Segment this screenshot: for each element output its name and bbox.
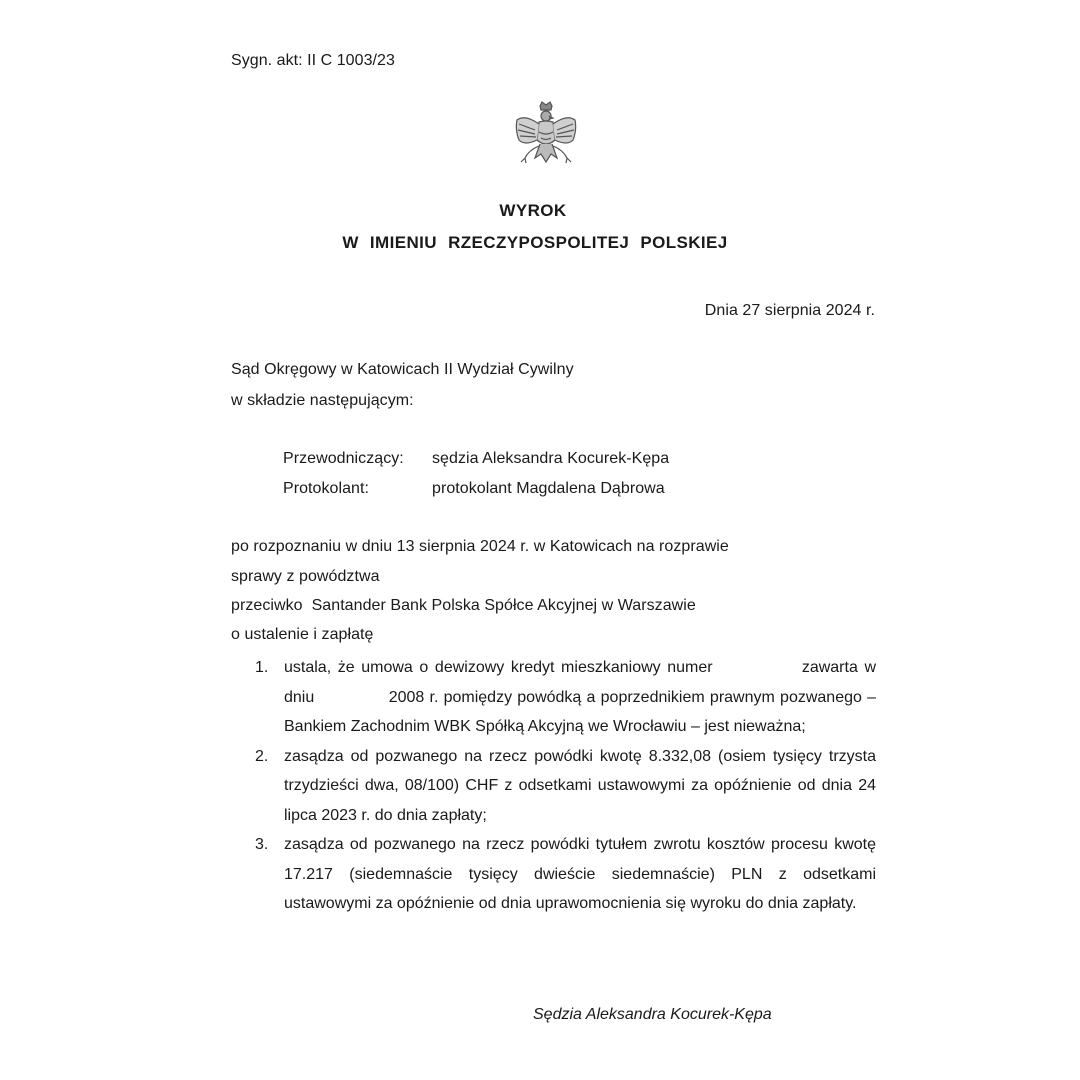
presiding-judge-label: Przewodniczący: [283,450,404,467]
preamble-line: przeciwko Santander Bank Polska Spółce Akcyjnej w Warszawie [231,597,696,614]
ruling-item [255,742,876,831]
judge-signature: Sędzia Aleksandra Kocurek-Kępa [533,1006,772,1023]
court-name: Sąd Okręgowy w Katowicach II Wydział Cywilny [231,361,574,378]
ruling-number: 3. [255,836,269,853]
ruling-number: 1. [255,659,269,676]
ruling-item [255,653,876,742]
ruling-text: zasądza od pozwanego na rzecz powódki kwotę 8.332,08 (osiem tysięcy trzysta trzydzieści dwa, 08/100) CHF z odsetkami ustawowymi za opóźnienie od dnia 24 lipca 2023 r. do dnia zapłaty; [284,747,876,824]
court-clerk-value: protokolant Magdalena Dąbrowa [432,480,665,497]
preamble-line: sprawy z powództwa [231,568,380,585]
ruling-item [255,830,876,919]
case-number: Sygn. akt: II C 1003/23 [231,52,395,69]
polish-eagle-emblem-icon [511,100,581,180]
court-clerk-label: Protokolant: [283,480,369,497]
ruling-text: zasądza od pozwanego na rzecz powódki tytułem zwrotu kosztów procesu kwotę 17.217 (siedemnaście tysięcy dwieście siedemnaście) PLN z odsetkami ustawowymi za opóźnienie od dnia uprawomocnienia się wyroku do dnia zapłaty. [284,836,876,912]
ruling-text-part: zawarta w dniu [284,659,876,706]
preamble-line: po rozpoznaniu w dniu 13 sierpnia 2024 r. w Katowicach na rozprawie [231,538,729,555]
rulings-list [255,653,876,919]
ruling-text-part: 2008 r. pomiędzy powódką a poprzednikiem prawnym pozwanego – Bankiem Zachodnim WBK Spółką Akcyjną we Wrocławiu – jest nieważna; [284,688,876,735]
preamble-line: o ustalenie i zapłatę [231,626,374,643]
court-composition-intro: w składzie następującym: [231,392,414,409]
judgment-date: Dnia 27 sierpnia 2024 r. [704,302,875,319]
judgment-subtitle: W IMIENIU RZECZYPOSPOLITEJ POLSKIEJ [342,233,728,252]
judgment-title: WYROK [499,201,567,220]
presiding-judge-value: sędzia Aleksandra Kocurek-Kępa [432,450,670,467]
ruling-text-part: ustala, że umowa o dewizowy kredyt mieszkaniowy numer [284,659,713,676]
ruling-number: 2. [255,747,269,765]
